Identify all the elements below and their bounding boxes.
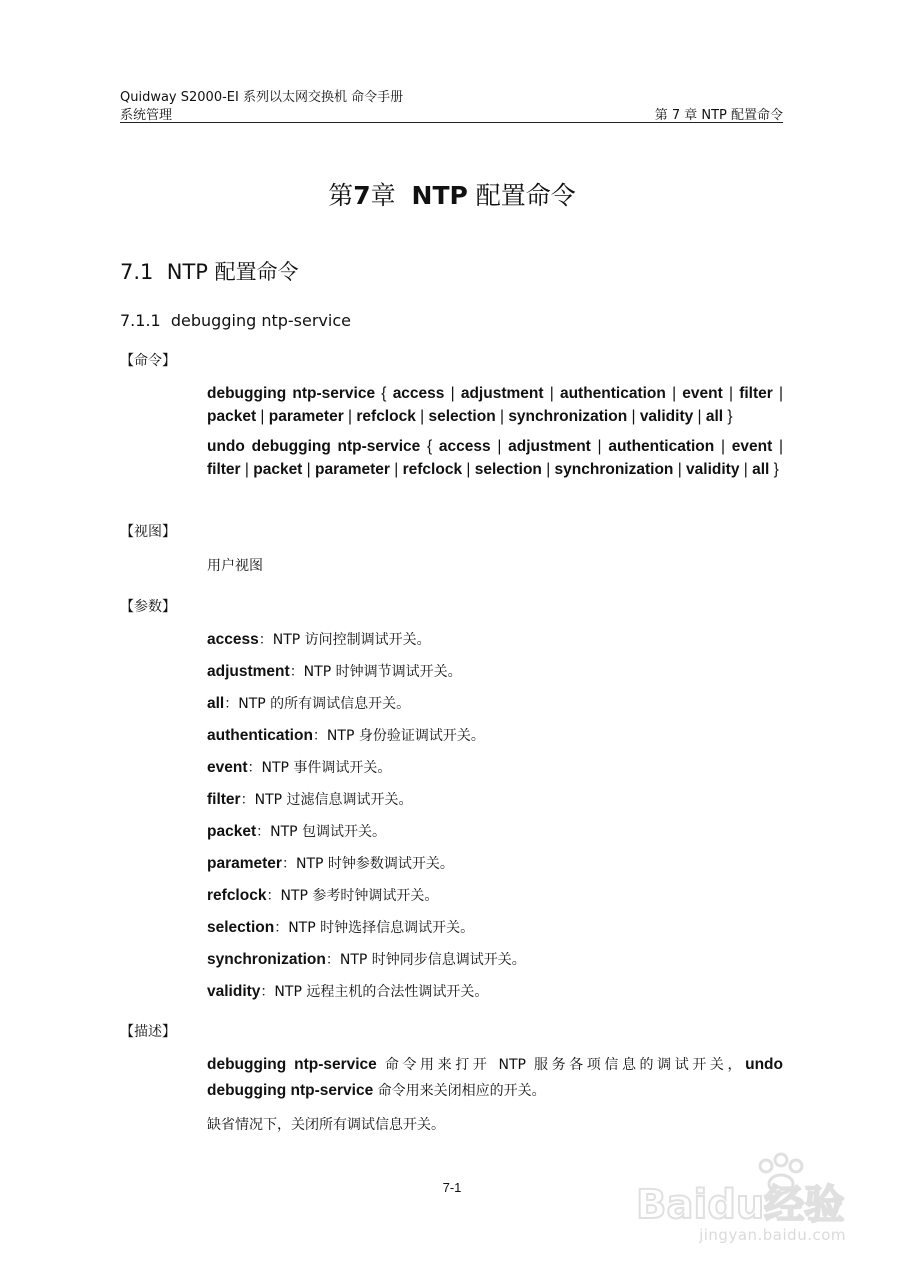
param-desc: ：NTP 的所有调试信息开关。 (224, 696, 411, 712)
param-name: all (207, 695, 225, 712)
desc-keyword-1: debugging ntp-service (207, 1056, 377, 1073)
header-rule (120, 122, 783, 123)
param-desc: ：NTP 访问控制调试开关。 (258, 632, 431, 648)
param-desc: ：NTP 包调试开关。 (256, 824, 387, 840)
chapter-prefix: 第 (328, 181, 354, 210)
desc-text-1: 命令用来打开 NTP 服务各项信息的调试开关， (376, 1057, 746, 1073)
chapter-ntp: NTP (411, 181, 468, 210)
watermark-logo-text: Baidu经验 (636, 1182, 845, 1228)
undo-command-syntax: undo debugging ntp-service { access | adjustment | authentication | event | filter | packet | parameter | refclock | selection | synchronization | validity | all } (207, 438, 784, 478)
command-option-selection: selection (474, 461, 542, 478)
header-title: Quidway S2000-EI 系列以太网交换机 命令手册 (120, 90, 404, 105)
command-option-adjustment: adjustment (508, 438, 591, 455)
command-option-all: all (705, 408, 724, 425)
command-option-validity: validity (639, 408, 694, 425)
desc-keyword-2: undo debugging ntp-service (207, 1056, 783, 1099)
command-option-filter: filter (739, 385, 773, 402)
param-name: event (207, 759, 248, 776)
param-name: adjustment (207, 663, 290, 680)
param-item-synchronization (207, 949, 526, 969)
command-option-refclock: refclock (402, 461, 463, 478)
command-option-event: event (682, 385, 723, 402)
param-desc: ：NTP 时钟调节调试开关。 (289, 664, 462, 680)
params-label: 【参数】 (120, 599, 176, 615)
command-option-adjustment: adjustment (460, 385, 544, 402)
param-item-packet (207, 821, 386, 841)
param-item-all (207, 693, 410, 713)
param-desc: ：NTP 时钟同步信息调试开关。 (325, 952, 526, 968)
param-name: validity (207, 983, 261, 1000)
param-desc: ：NTP 过滤信息调试开关。 (240, 792, 413, 808)
param-item-filter (207, 789, 413, 809)
param-name: authentication (207, 727, 313, 744)
command-option-refclock: refclock (356, 408, 416, 425)
header-subtitle: 系统管理 (120, 108, 173, 123)
param-desc: ：NTP 事件调试开关。 (247, 760, 392, 776)
command-option-access: access (392, 385, 445, 402)
param-desc: ：NTP 远程主机的合法性调试开关。 (260, 984, 489, 1000)
view-text: 用户视图 (207, 558, 263, 574)
section-title: 7.1 NTP 配置命令 (120, 260, 299, 284)
command-option-access: access (438, 438, 491, 455)
command-option-parameter: parameter (315, 461, 390, 478)
paw-logo-icon (636, 1148, 846, 1228)
description-default: 缺省情况下，关闭所有调试信息开关。 (207, 1117, 445, 1133)
subsection-title: 7.1.1 debugging ntp-service (120, 311, 351, 330)
command-option-event: event (731, 438, 773, 455)
command-option-authentication: authentication (559, 385, 666, 402)
param-name: refclock (207, 887, 267, 904)
param-item-event (207, 757, 391, 777)
command-option-parameter: parameter (268, 408, 344, 425)
command-option-validity: validity (686, 461, 740, 478)
param-item-selection (207, 917, 474, 937)
command-option-packet: packet (253, 461, 303, 478)
param-item-access (207, 629, 431, 649)
description-label: 【描述】 (120, 1024, 176, 1040)
chapter-rest: 配置命令 (467, 181, 576, 210)
command-option-synchronization: synchronization (554, 461, 674, 478)
param-name: selection (207, 919, 275, 936)
param-desc: ：NTP 时钟选择信息调试开关。 (274, 920, 475, 936)
chapter-title (0, 176, 904, 212)
command-option-packet: packet (207, 408, 257, 425)
command-label: 【命令】 (120, 353, 176, 369)
description-paragraph (207, 1052, 783, 1104)
param-item-adjustment (207, 661, 462, 681)
param-item-refclock (207, 885, 438, 905)
param-name: synchronization (207, 951, 326, 968)
param-item-validity (207, 981, 488, 1001)
param-desc: ：NTP 时钟参数调试开关。 (281, 856, 454, 872)
param-item-parameter (207, 853, 454, 873)
watermark-url: jingyan.baidu.com (699, 1226, 846, 1244)
view-label: 【视图】 (120, 524, 176, 540)
command-option-selection: selection (428, 408, 496, 425)
command-keyword: undo debugging ntp-service (207, 438, 421, 455)
page-number: 7-1 (442, 1180, 462, 1195)
baidu-jingyan-watermark (636, 1148, 846, 1248)
param-desc: ：NTP 身份验证调试开关。 (312, 728, 485, 744)
param-name: filter (207, 791, 241, 808)
param-name: parameter (207, 855, 282, 872)
param-item-authentication (207, 725, 485, 745)
chapter-number: 7 (353, 181, 371, 210)
desc-text-2: 命令用来关闭相应的开关。 (373, 1083, 546, 1099)
header-chapter: 第 7 章 NTP 配置命令 (654, 108, 783, 123)
chapter-suffix: 章 (370, 181, 412, 210)
param-desc: ：NTP 参考时钟调试开关。 (266, 888, 439, 904)
param-name: packet (207, 823, 257, 840)
command-syntax: debugging ntp-service { access | adjustment | authentication | event | filter | packet | parameter | refclock | selection | synchronization | validity | all } (207, 385, 784, 425)
param-name: access (207, 631, 259, 648)
command-option-all: all (752, 461, 770, 478)
command-option-authentication: authentication (608, 438, 715, 455)
command-keyword: debugging ntp-service (207, 385, 376, 402)
command-option-synchronization: synchronization (508, 408, 628, 425)
command-option-filter: filter (207, 461, 241, 478)
